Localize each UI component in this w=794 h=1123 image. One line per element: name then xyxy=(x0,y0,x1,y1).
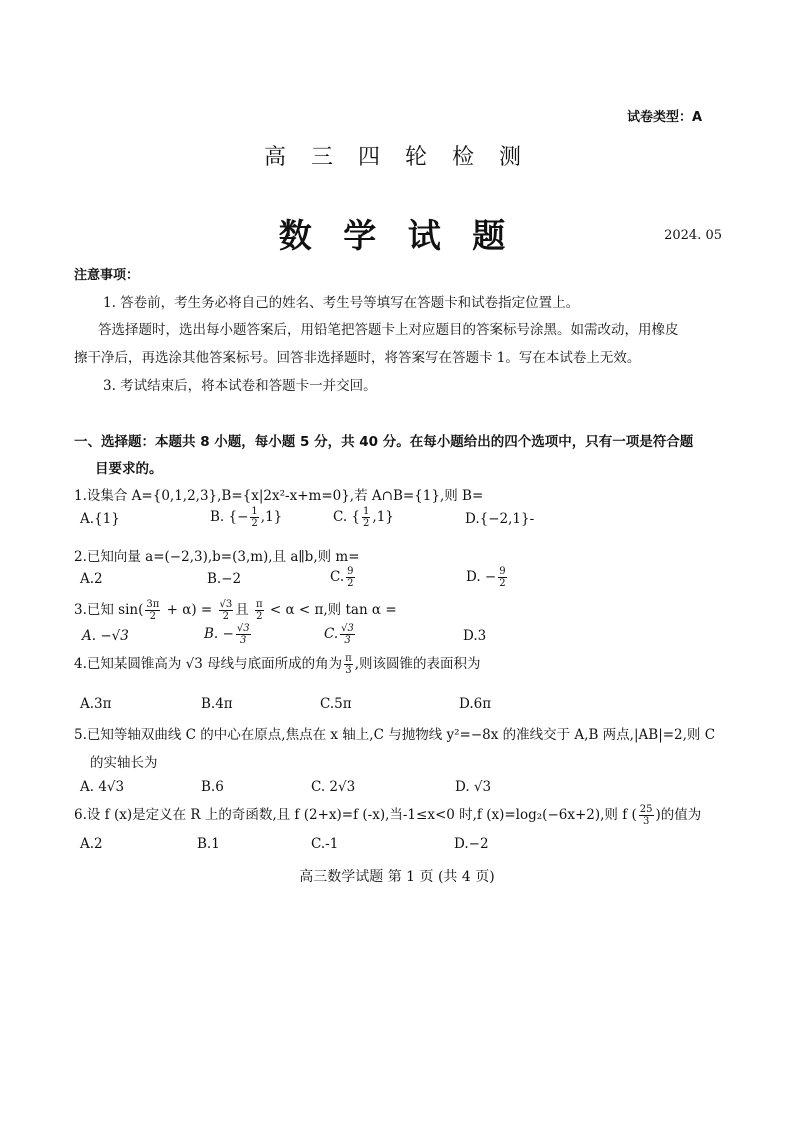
q2-option-b: B.−2 xyxy=(207,571,242,587)
q4-option-b: B.4π xyxy=(201,696,233,712)
subject-title: 数 学 试 题 xyxy=(278,216,516,255)
q6-option-b: B.1 xyxy=(197,836,220,852)
q5-option-c: C. 2√3 xyxy=(311,779,356,795)
q4-option-d: D.6π xyxy=(459,696,492,712)
paper-type: 试卷类型：A xyxy=(626,110,702,125)
q6-option-c: C.-1 xyxy=(311,836,339,852)
q5-option-a: A. 4√3 xyxy=(80,779,125,795)
q6-option-a: A.2 xyxy=(80,836,103,852)
question-2-stem: 2.已知向量 a=(−2,3),b=(3,m),且 a∥b,则 m= xyxy=(74,549,360,565)
question-6-stem: 6.设 f (x)是定义在 R 上的奇函数,且 f (2+x)=f (-x),当-1≤x<0 时,f (x)=log₂(−6x+2),则 f ( $\frac{25}{3}$ )的值为 xyxy=(74,804,702,827)
notice-item-3: 3. 考试结束后，将本试卷和答题卡一并交回。 xyxy=(103,378,377,394)
exam-date: 2024. 05 xyxy=(664,228,722,243)
q5-option-b: B.6 xyxy=(201,779,224,795)
notice-item-2a: 答选择题时，选出每小题答案后，用铅笔把答题卡上对应题目的答案标号涂黑。如需改动，用橡皮 xyxy=(98,322,679,338)
q2-option-a: A.2 xyxy=(80,571,103,587)
notice-item-2b: 擦干净后，再选涂其他答案标号。回答非选择题时，将答案写在答题卡 1。写在本试卷上无效。 xyxy=(74,350,641,366)
section-heading-line2: 目要求的。 xyxy=(95,461,163,477)
question-1-stem: 1.设集合 A={0,1,2,3},B={x|2x²-x+m=0},若 A∩B={1},则 B= xyxy=(74,488,484,504)
page-footer: 高三数学试题 第 1 页 (共 4 页) xyxy=(299,869,495,885)
q5-option-d: D. √3 xyxy=(455,779,492,795)
q3-option-b: B. − $\frac{√3}{3}$ xyxy=(204,623,250,646)
section-heading-line1: 一、选择题：本题共 8 小题，每小题 5 分，共 40 分。在每小题给出的四个选项中，只有一项是符合题 xyxy=(74,434,694,450)
question-3-stem: 3.已知 sin( $\frac{3\pi}{2}$ + α) = $\frac{√3}{2}$ 且 $\frac{\pi}{2}$ < α < π,则 tan α = xyxy=(74,599,397,622)
q4-option-c: C.5π xyxy=(320,696,352,712)
q6-option-d: D.−2 xyxy=(454,836,489,852)
q3-option-c: C. $\frac{√3}{3}$ xyxy=(324,623,354,646)
notice-item-1: 1. 答卷前，考生务必将自己的姓名、考生号等填写在答题卡和试卷指定位置上。 xyxy=(103,295,580,311)
question-5-stem-line2: 的实轴长为 xyxy=(90,755,158,771)
q1-option-b: B. {− $\frac{1}{2}$ ,1} xyxy=(210,506,283,529)
q2-option-d: D. − $\frac{9}{2}$ xyxy=(466,566,506,589)
q1-option-d: D.{−2,1}- xyxy=(465,511,535,527)
q3-option-d: D.3 xyxy=(463,628,487,644)
q1-option-c: C. { $\frac{1}{2}$ ,1} xyxy=(333,506,394,529)
question-5-stem-line1: 5.已知等轴双曲线 C 的中心在原点,焦点在 x 轴上,C 与抛物线 y²=−8x 的准线交于 A,B 两点,|AB|=2,则 C xyxy=(74,727,716,743)
q3-option-a: A. −√3 xyxy=(82,628,129,644)
q1-option-a: A.{1} xyxy=(80,511,120,527)
q2-option-c: C. $\frac{9}{2}$ xyxy=(330,566,354,589)
q4-option-a: A.3π xyxy=(80,696,112,712)
exam-title: 高 三 四 轮 检 测 xyxy=(264,145,530,170)
notice-heading: 注意事项： xyxy=(74,268,140,283)
question-4-stem: 4.已知某圆锥高为 √3 母线与底面所成的角为 $\frac{\pi}{3}$ ,则该圆锥的表面积为 xyxy=(74,653,481,676)
